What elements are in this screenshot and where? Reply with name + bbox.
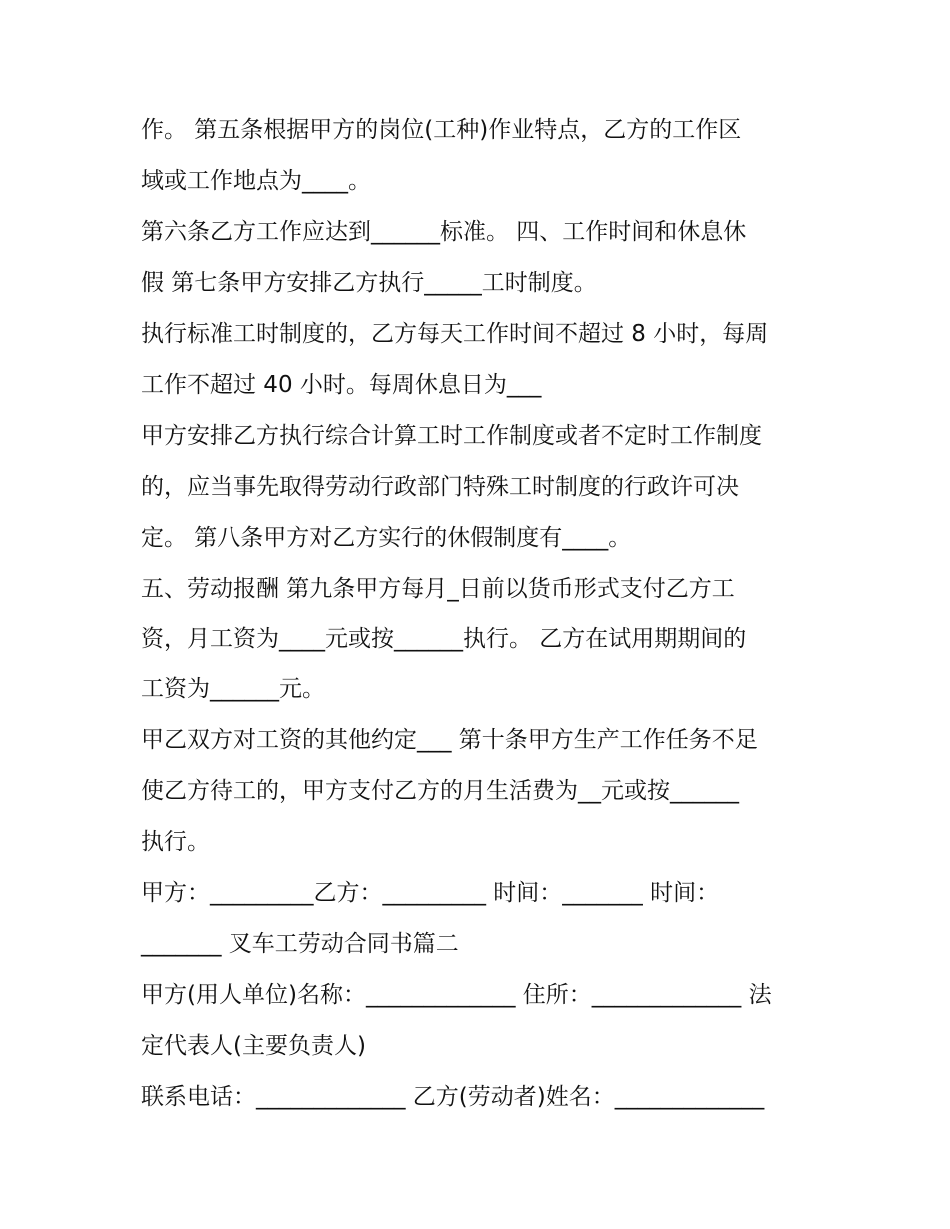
text-line: 执行标准工时制度的，乙方每天工作时间不超过 8 小时，每周 <box>141 321 769 347</box>
text-line: 作。 第五条根据甲方的岗位(工种)作业特点，乙方的工作区 <box>141 117 742 143</box>
text-line: 五、劳动报酬 第九条甲方每月_日前以货币形式支付乙方工 <box>141 576 735 602</box>
text-line: 联系电话：_____________ 乙方(劳动者)姓名：_____________ <box>141 1084 765 1110</box>
text-line: 域或工作地点为____。 <box>141 168 371 194</box>
text-line: 定代表人(主要负责人) <box>141 1033 366 1059</box>
text-line: _______ 叉车工劳动合同书篇二 <box>141 931 459 957</box>
text-line: 工作不超过 40 小时。每周休息日为___ <box>141 372 542 398</box>
text-line: 定。 第八条甲方对乙方实行的休假制度有____。 <box>141 525 632 551</box>
text-line: 甲方：_________乙方：_________ 时间：_______ 时间： <box>141 880 720 906</box>
text-line: 甲方(用人单位)名称：_____________ 住所：_____________ 法 <box>141 982 772 1008</box>
text-line: 工资为______元。 <box>141 676 325 702</box>
text-line: 第六条乙方工作应达到______标准。 四、工作时间和休息休 <box>141 219 747 245</box>
text-line: 资，月工资为____元或按______执行。 乙方在试用期期间的 <box>141 626 747 652</box>
text-line: 假 第七条甲方安排乙方执行_____工时制度。 <box>141 270 597 296</box>
text-line: 执行。 <box>141 829 210 855</box>
text-line: 甲乙双方对工资的其他约定___ 第十条甲方生产工作任务不足 <box>141 727 758 753</box>
text-line: 的，应当事先取得劳动行政部门特殊工时制度的行政许可决 <box>141 474 739 500</box>
text-line: 甲方安排乙方执行综合计算工时工作制度或者不定时工作制度 <box>141 423 762 449</box>
text-line: 使乙方待工的，甲方支付乙方的月生活费为__元或按______ <box>141 778 739 804</box>
